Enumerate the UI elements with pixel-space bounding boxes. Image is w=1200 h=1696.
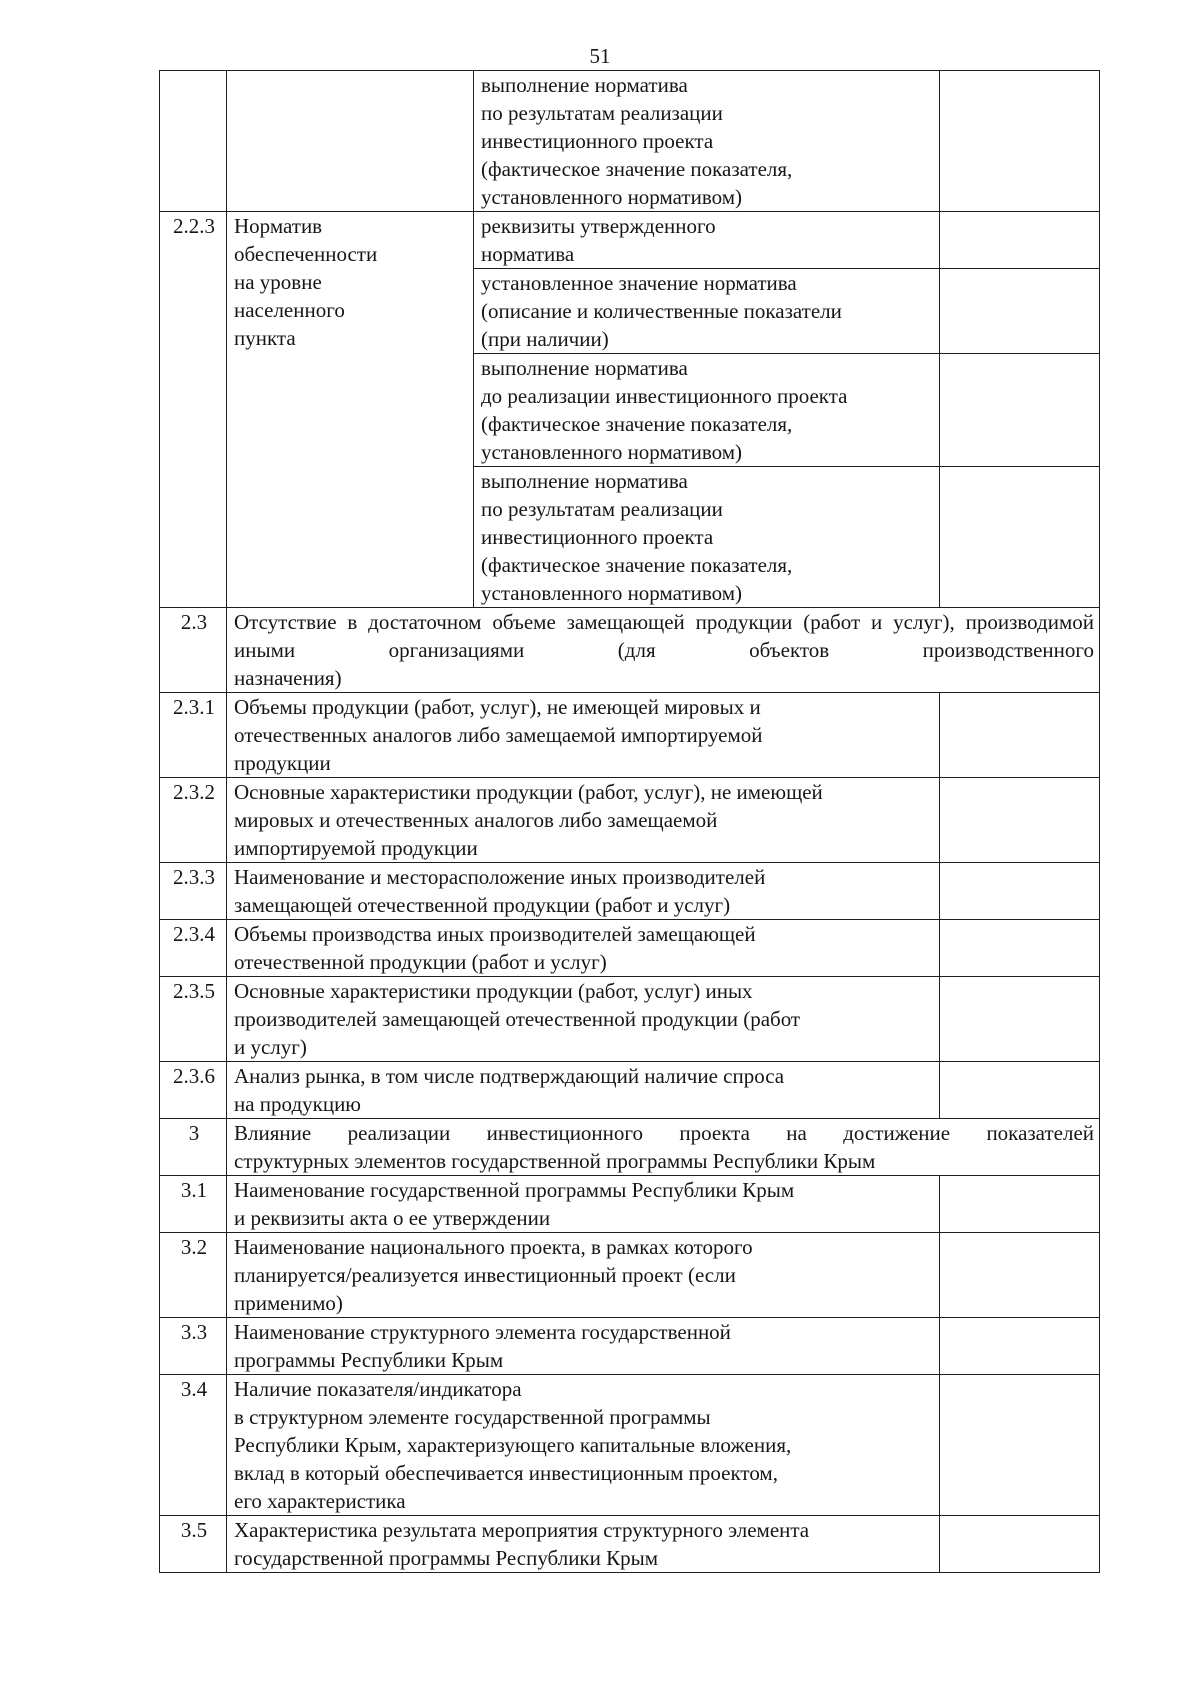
row-number-cell: 3.2 <box>160 1233 227 1318</box>
criterion-cell: выполнение норматива до реализации инвестиционного проекта (фактическое значение показателя, установленного нормативом) <box>474 354 940 467</box>
table-row <box>160 778 1100 863</box>
criterion-cell: Анализ рынка, в том числе подтверждающий наличие спроса на продукцию <box>227 1062 940 1119</box>
page-number: 51 <box>589 44 611 68</box>
criterion-cell: Объемы производства иных производителей замещающей отечественной продукции (работ и услуг) <box>227 920 940 977</box>
table-row <box>160 863 1100 920</box>
table-row <box>160 977 1100 1062</box>
value-cell[interactable] <box>940 71 1100 212</box>
table-row <box>160 1516 1100 1573</box>
value-cell[interactable] <box>940 1062 1100 1119</box>
table-row <box>160 1119 1100 1176</box>
table-row <box>160 1318 1100 1375</box>
row-number-cell: 3.1 <box>160 1176 227 1233</box>
criterion-cell: Основные характеристики продукции (работ, услуг) иных производителей замещающей отечественной продукции (работ и услуг) <box>227 977 940 1062</box>
requirements-table <box>159 70 1100 1573</box>
table-row <box>160 71 1100 212</box>
value-cell[interactable] <box>940 1375 1100 1516</box>
row-number-cell: 2.3.1 <box>160 693 227 778</box>
criterion-cell: выполнение норматива по результатам реализации инвестиционного проекта (фактическое значение показателя, установленного нормативом) <box>474 71 940 212</box>
criterion-cell: Объемы продукции (работ, услуг), не имеющей мировых и отечественных аналогов либо замещаемой импортируемой продукции <box>227 693 940 778</box>
value-cell[interactable] <box>940 1516 1100 1573</box>
row-number-cell: 2.3.6 <box>160 1062 227 1119</box>
criterion-cell: реквизиты утвержденного норматива <box>474 212 940 269</box>
criterion-cell: установленное значение норматива (описание и количественные показатели (при наличии) <box>474 269 940 354</box>
value-cell[interactable] <box>940 977 1100 1062</box>
row-number-cell: 2.3.3 <box>160 863 227 920</box>
criterion-cell: Наименование структурного элемента государственной программы Республики Крым <box>227 1318 940 1375</box>
indicator-name-cell: Норматив обеспеченности на уровне населенного пункта <box>227 212 474 608</box>
row-number-cell: 2.3.5 <box>160 977 227 1062</box>
value-cell[interactable] <box>940 212 1100 269</box>
value-cell[interactable] <box>940 354 1100 467</box>
criterion-cell: Наименование государственной программы Республики Крым и реквизиты акта о ее утверждении <box>227 1176 940 1233</box>
row-number-cell: 3.3 <box>160 1318 227 1375</box>
criterion-cell: выполнение норматива по результатам реализации инвестиционного проекта (фактическое значение показателя, установленного нормативом) <box>474 467 940 608</box>
value-cell[interactable] <box>940 863 1100 920</box>
row-number-cell: 2.3 <box>160 608 227 693</box>
table-row <box>160 1062 1100 1119</box>
criterion-cell: Наличие показателя/индикатора в структурном элементе государственной программы Республики Крым, характеризующего капитальные вложения, вклад в который обеспечивается инвестиционным проектом, его характеристика <box>227 1375 940 1516</box>
section-heading-cell: Отсутствие в достаточном объеме замещающей продукции (работ и услуг), производимой иными организациями (для объектов производственного назначения) <box>227 608 1100 693</box>
row-number-cell: 2.3.2 <box>160 778 227 863</box>
value-cell[interactable] <box>940 269 1100 354</box>
table-row <box>160 1176 1100 1233</box>
table-row <box>160 920 1100 977</box>
section-heading-cell: Влияние реализации инвестиционного проекта на достижение показателей структурных элементов государственной программы Республики Крым <box>227 1119 1100 1176</box>
criterion-cell: Наименование национального проекта, в рамках которого планируется/реализуется инвестиционный проект (если применимо) <box>227 1233 940 1318</box>
value-cell[interactable] <box>940 467 1100 608</box>
criterion-cell: Наименование и месторасположение иных производителей замещающей отечественной продукции (работ и услуг) <box>227 863 940 920</box>
value-cell[interactable] <box>940 1233 1100 1318</box>
row-number-cell: 2.3.4 <box>160 920 227 977</box>
table-row <box>160 608 1100 693</box>
value-cell[interactable] <box>940 778 1100 863</box>
row-number-cell: 3.5 <box>160 1516 227 1573</box>
value-cell[interactable] <box>940 1318 1100 1375</box>
row-number-cell: 3.4 <box>160 1375 227 1516</box>
value-cell[interactable] <box>940 920 1100 977</box>
criterion-cell: Основные характеристики продукции (работ, услуг), не имеющей мировых и отечественных аналогов либо замещаемой импортируемой продукции <box>227 778 940 863</box>
row-number-cell: 2.2.3 <box>160 212 227 608</box>
row-number-cell: 3 <box>160 1119 227 1176</box>
value-cell[interactable] <box>940 1176 1100 1233</box>
table-row <box>160 212 1100 269</box>
table-row <box>160 693 1100 778</box>
value-cell[interactable] <box>940 693 1100 778</box>
indicator-name-cell <box>227 71 474 212</box>
criterion-cell: Характеристика результата мероприятия структурного элемента государственной программы Республики Крым <box>227 1516 940 1573</box>
table-row <box>160 1375 1100 1516</box>
table-row <box>160 1233 1100 1318</box>
row-number-cell <box>160 71 227 212</box>
